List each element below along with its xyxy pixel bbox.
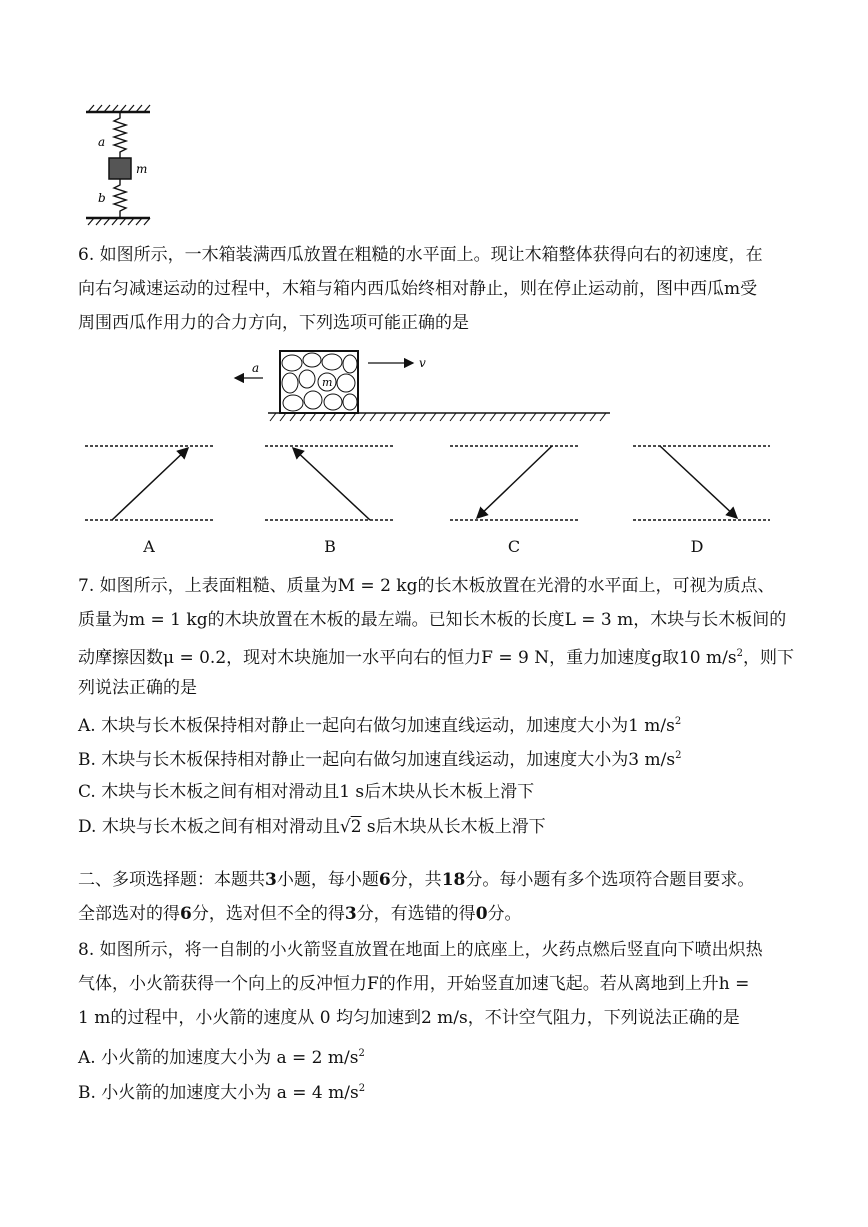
q8-line-3: 1 m的过程中，小火箭的速度从 0 均匀加速到2 m/s，不计空气阻力，下列说法正确的是 [78,1008,740,1028]
section-2-header-line-1: 二、多项选择题：本题共3小题，每小题6分，共18分。每小题有多个选项符合题目要求。 [78,870,755,890]
q7-line-2: 质量为m = 1 kg的木块放置在木板的最左端。已知长木板的长度L = 3 m，木块与长木板间的 [78,610,787,630]
option-b-arrow [293,448,370,520]
option-d-arrow [660,446,737,518]
velocity-label-v: v [419,356,426,370]
option-label-d: D [690,537,704,556]
q7-line-1: 7. 如图所示，上表面粗糙、质量为M = 2 kg的长木板放置在光滑的水平面上，可视为质点、 [78,576,775,596]
q6-line-1: 6. 如图所示，一木箱装满西瓜放置在粗糙的水平面上。现让木箱整体获得向右的初速度，在 [78,245,763,265]
accel-label-a: a [252,361,260,375]
q8-line-1: 8. 如图所示，将一自制的小火箭竖直放置在地面上的底座上，火药点燃后竖直向下喷出炽热 [78,940,763,960]
q8-option-b: B. 小火箭的加速度大小为 a = 4 $m/s^2$ [78,1083,366,1103]
q7-option-c: C. 木块与长木板之间有相对滑动且1 s后木块从长木板上滑下 [78,782,535,802]
q6-line-3: 周围西瓜作用力的合力方向，下列选项可能正确的是 [78,313,469,333]
q6-options-figure [80,438,780,533]
q7-line-3: 动摩擦因数μ = 0.2，现对木块施加一水平向右的恒力F = 9 N，重力加速度g取10 $m/s^2$，则下 [78,648,794,668]
watermelon-box-figure [230,345,615,425]
q7-option-a: A. 木块与长木板保持相对静止一起向右做匀加速直线运动，加速度大小为1 $m/s^2$ [78,716,682,736]
option-label-c: C [507,537,521,556]
option-label-b: B [324,537,336,556]
q7-option-d: D. 木块与长木板之间有相对滑动且√2 s后木块从长木板上滑下 [78,817,546,837]
section-2-header-line-2: 全部选对的得6分，选对但不全的得3分，有选错的得0分。 [78,904,522,924]
option-label-a: A [143,537,155,556]
watermelon-label-m: m [322,376,333,389]
spring-mass-figure [80,100,170,235]
q7-option-b: B. 木块与长木板保持相对静止一起向右做匀加速直线运动，加速度大小为3 $m/s^2$ [78,750,682,770]
q8-option-a: A. 小火箭的加速度大小为 a = 2 $m/s^2$ [78,1048,365,1068]
spring-label-m: m [136,162,148,176]
spring-label-b: b [98,191,106,205]
q8-line-2: 气体，小火箭获得一个向上的反冲恒力F的作用，开始竖直加速飞起。若从离地到上升h = [78,974,750,994]
spring-label-a: a [98,135,106,149]
q6-line-2: 向右匀减速运动的过程中，木箱与箱内西瓜始终相对静止，则在停止运动前，图中西瓜m受 [78,279,758,299]
option-a-arrow [112,448,188,520]
q7-line-4: 列说法正确的是 [78,678,197,698]
option-c-arrow [477,446,552,518]
